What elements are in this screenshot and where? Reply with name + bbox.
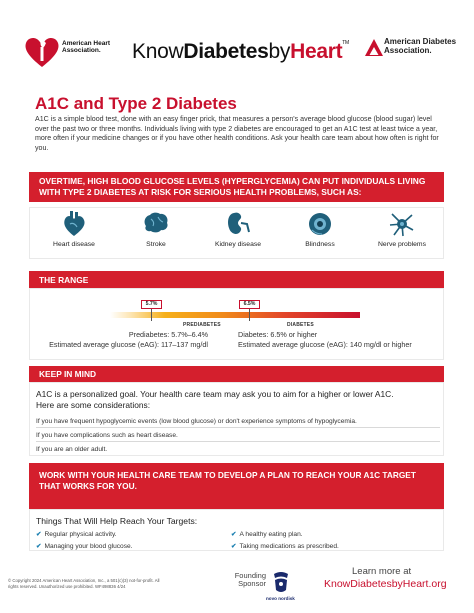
plan-heading: WORK WITH YOUR HEALTH CARE TEAM TO DEVELOP A PLAN TO REACH YOUR A1C TARGET THAT WORKS FOR YOU. <box>29 463 444 509</box>
heart-icon <box>61 210 87 238</box>
risk-item-heart-disease <box>34 208 114 248</box>
ada-triangle-icon <box>364 38 384 63</box>
risk-label: Stroke <box>146 241 166 248</box>
novo-nordisk-name: novo nordisk <box>266 596 295 601</box>
target-item: ✔ Regular physical activity. <box>36 531 117 538</box>
keep-in-mind-intro: A1C is a personalized goal. Your health care team may ask you to aim for a higher or lower A1C. Here are some considerations: <box>36 389 394 410</box>
ada-name: American Diabetes Association. <box>384 37 457 55</box>
marker-diabetes: 6.5% <box>239 300 260 309</box>
label-diabetes: DIABETES <box>287 322 314 328</box>
brain-icon <box>141 210 171 238</box>
page-title: A1C and Type 2 Diabetes <box>35 94 237 113</box>
marker-prediabetes: 5.7% <box>141 300 162 309</box>
target-item: ✔ Managing your blood glucose. <box>36 543 133 550</box>
risk-icons-row <box>29 207 444 259</box>
aha-heart-torch-icon <box>22 34 62 70</box>
target-item: ✔ A healthy eating plan. <box>231 531 303 538</box>
range-heading: THE RANGE <box>29 271 444 288</box>
check-icon: ✔ <box>231 531 237 538</box>
target-item: ✔ Taking medications as prescribed. <box>231 543 339 550</box>
kidney-icon <box>225 210 251 238</box>
keep-in-mind-heading: KEEP IN MIND <box>29 366 444 382</box>
website-link[interactable]: KnowDiabetesbyHeart.org <box>324 578 447 590</box>
marker-line-prediabetes <box>151 309 152 321</box>
risk-item-nerve-problems <box>362 208 442 248</box>
know-diabetes-by-heart-logo: KnowDiabetesbyHeart™ <box>132 40 349 63</box>
risk-item-kidney-disease <box>198 208 278 248</box>
check-icon: ✔ <box>36 543 42 550</box>
risk-label: Nerve problems <box>378 241 426 248</box>
risk-item-blindness <box>280 208 360 248</box>
consideration-item: If you have frequent hypoglycemic events (low blood glucose) or don't experience symptoms of hypoglycemia. <box>36 418 440 428</box>
label-prediabetes: PREDIABETES <box>183 322 221 328</box>
consideration-item: If you are an older adult. <box>36 446 108 453</box>
intro-paragraph: A1C is a simple blood test, done with an easy finger prick, that measures a person's average blood glucose (blood sugar) level over the past two or three months. Individuals living with type 2 diabetes are encouraged to get an A1C test at least twice a year, more often if your medicine changes or if you have other health conditions. Ask your health care team about how often is right for you. <box>35 115 439 152</box>
risk-heading: OVERTIME, HIGH BLOOD GLUCOSE LEVELS (HYPERGLYCEMIA) CAN PUT INDIVIDUALS LIVING WITH TYPE 2 DIABETES AT RISK FOR SERIOUS HEALTH PROBLEMS, SUCH AS: <box>29 172 444 202</box>
prediabetes-range-text: Prediabetes: 5.7%–6.4% Estimated average glucose (eAG): 117–137 mg/dl <box>49 330 208 349</box>
apis-bull-icon <box>270 570 292 596</box>
risk-label: Heart disease <box>53 241 95 248</box>
check-icon: ✔ <box>36 531 42 538</box>
targets-title: Things That Will Help Reach Your Targets: <box>36 516 198 526</box>
risk-label: Kidney disease <box>214 241 262 248</box>
aha-name: American Heart Association. <box>62 40 111 54</box>
copyright-notice: © Copyright 2024 American Heart Association, Inc., a 501(c)(3) not-for-profit. All rights reserved. Unauthorized use prohibited. WF498836 4/24 <box>8 578 160 589</box>
a1c-gradient-meter <box>110 312 360 318</box>
check-icon: ✔ <box>231 543 237 550</box>
learn-more-label: Learn more at <box>352 566 412 577</box>
risk-label: Blindness <box>305 241 335 248</box>
eye-icon <box>306 210 334 238</box>
risk-item-stroke <box>116 208 196 248</box>
founding-sponsor-label: Founding Sponsor <box>234 571 266 589</box>
marker-line-diabetes <box>249 309 250 321</box>
nerve-cell-icon <box>388 210 416 238</box>
consideration-item: If you have complications such as heart disease. <box>36 432 440 442</box>
diabetes-range-text: Diabetes: 6.5% or higher Estimated average glucose (eAG): 140 mg/dl or higher <box>238 330 412 349</box>
novo-nordisk-logo <box>270 570 292 596</box>
